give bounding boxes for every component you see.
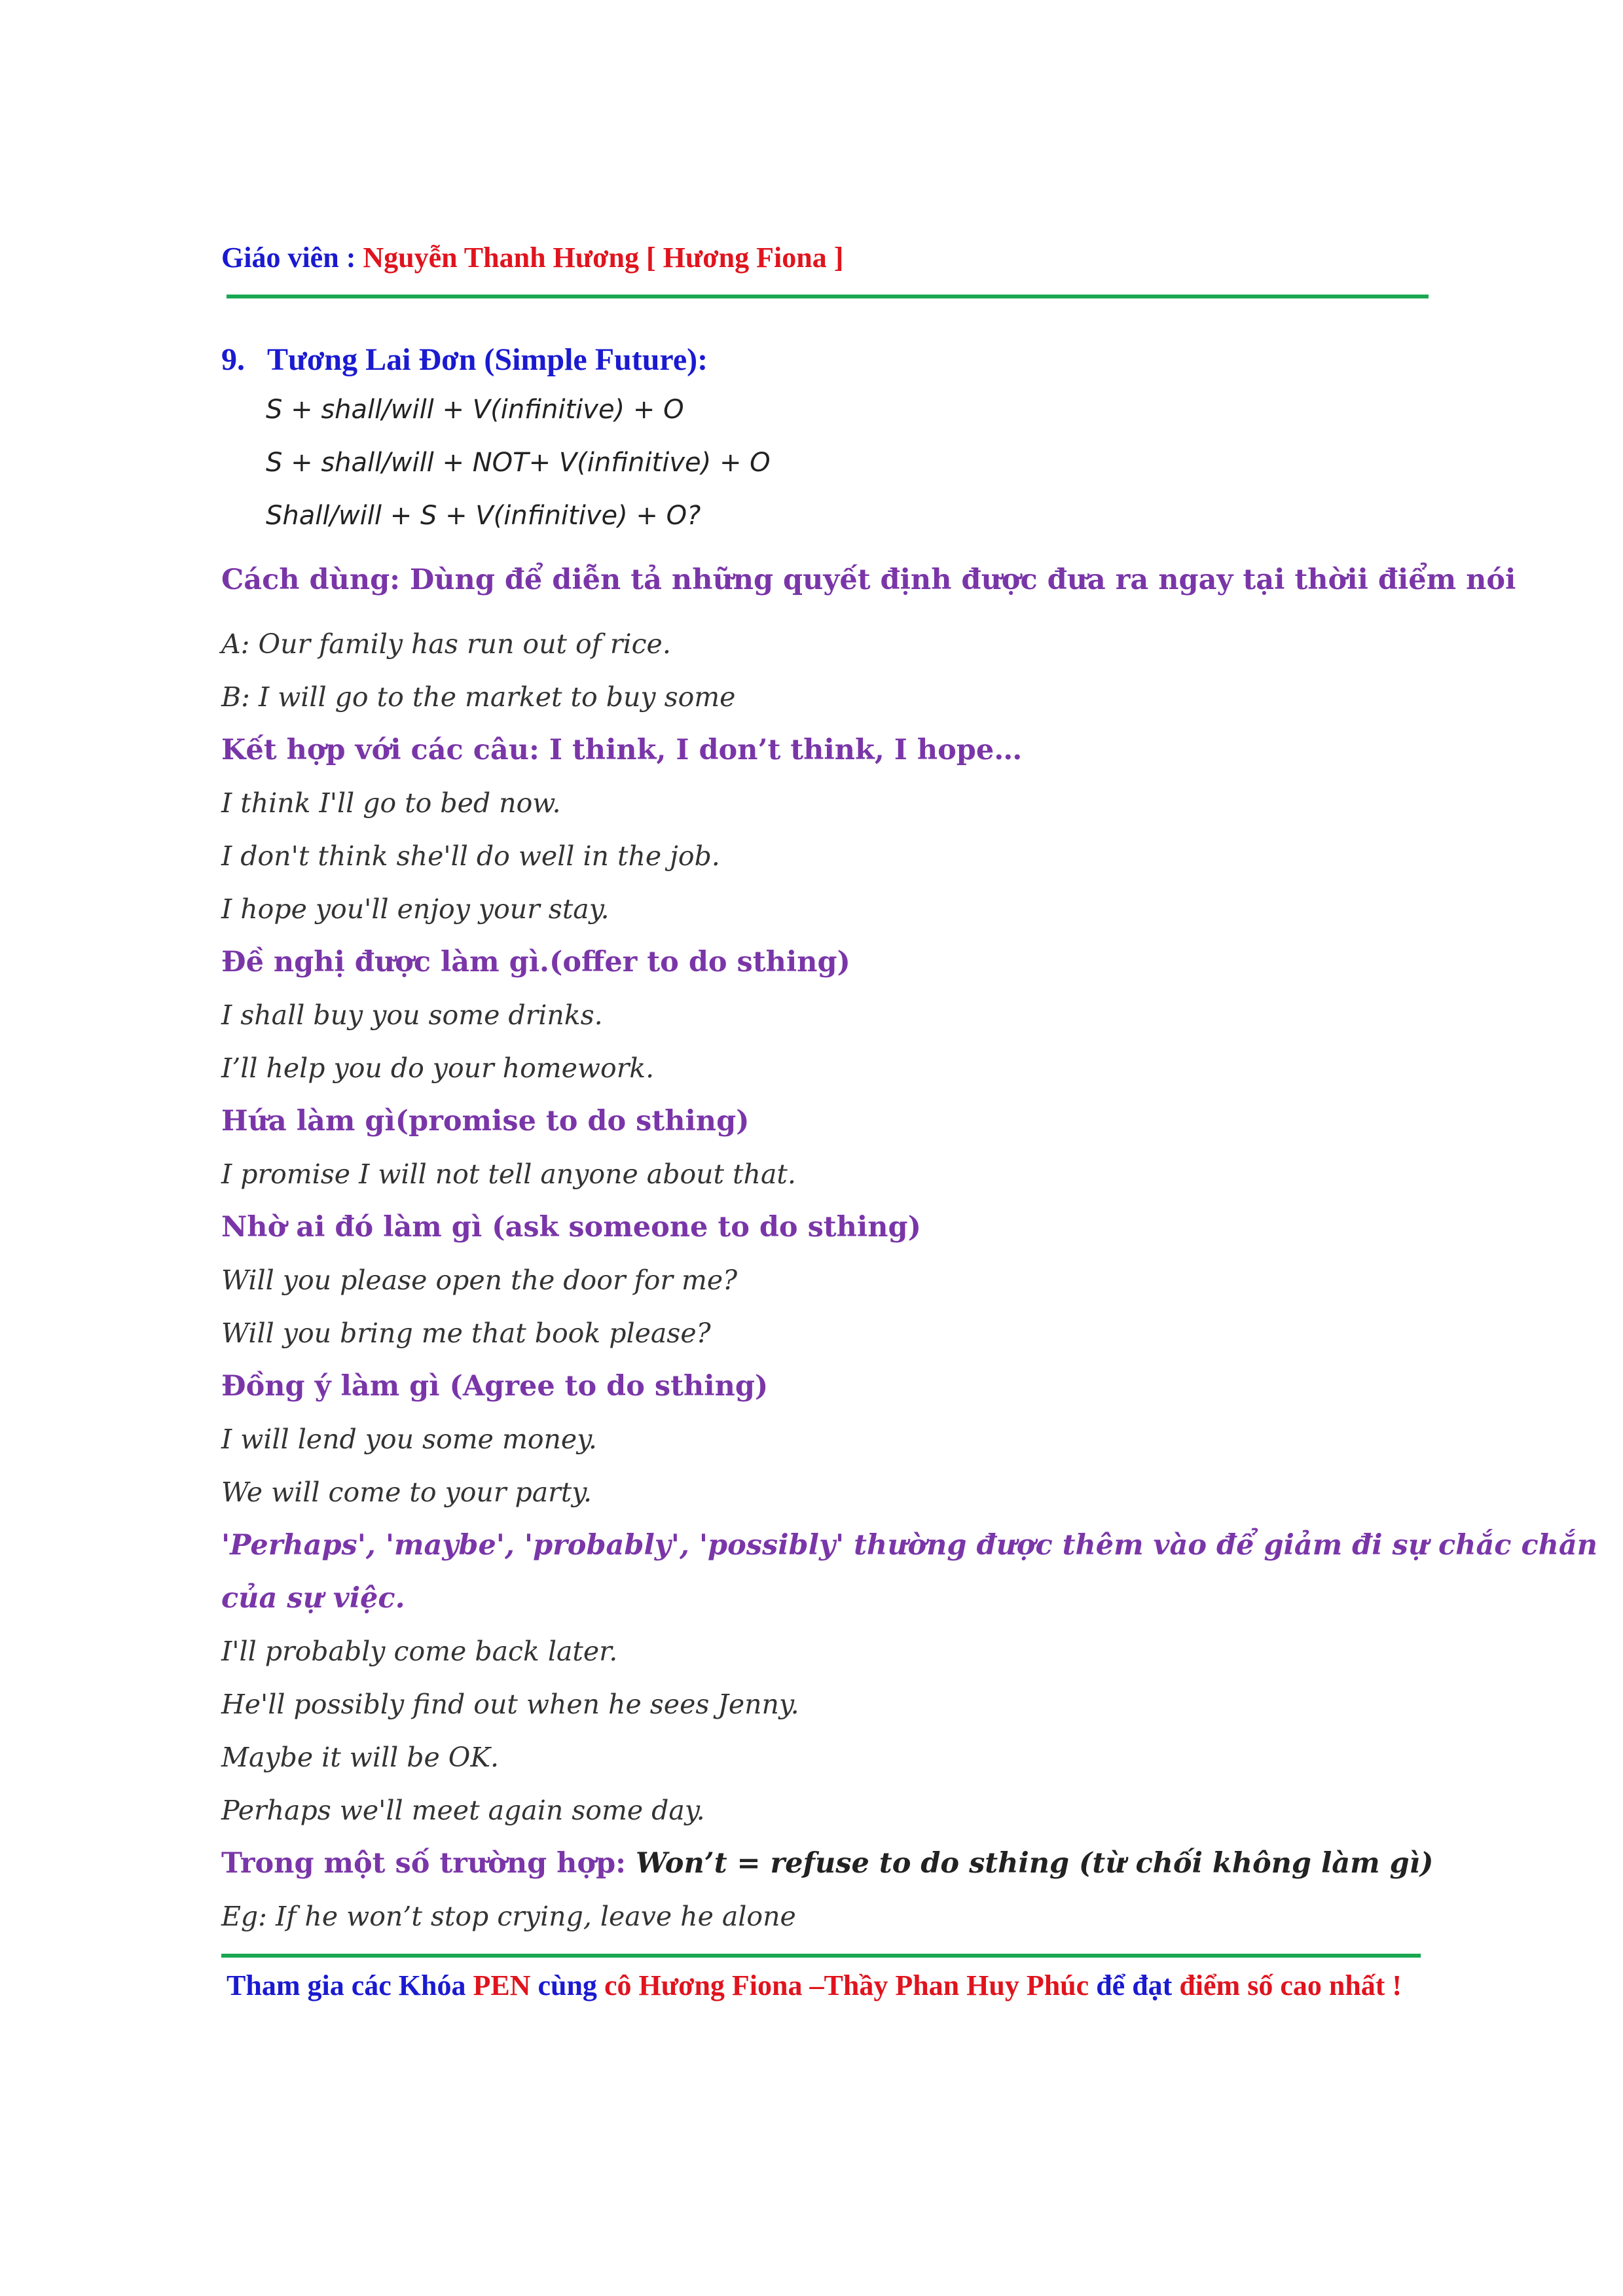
- example-line: I’ll help you do your homework.: [221, 1052, 655, 1084]
- usage-heading: Cách dùng: Dùng để diễn tả những quyết định được đưa ra ngay tại thời​i điểm nói: [221, 564, 1516, 596]
- section-title-text: Tương Lai Đơn (Simple Future):: [267, 342, 708, 377]
- promise-heading: Hứa làm gì(promise to do sthing): [221, 1105, 750, 1138]
- refuse-heading: [221, 1845, 1433, 1882]
- footer-highlight: điểm số: [1179, 1969, 1273, 2001]
- example-line: Perhaps we'll meet again some day.: [221, 1795, 705, 1826]
- formula-negative: S + shall/will + NOT+ V(infinitive) + O: [266, 448, 771, 478]
- combine-heading: Kết hợp với các câu: I think, I don’t think, I hope…: [221, 734, 1023, 766]
- refuse-heading-label: Trong một số trường hợp:: [221, 1847, 636, 1880]
- example-line: I promise I will not tell anyone about that.: [221, 1158, 796, 1190]
- footer-text: cùng: [530, 1969, 604, 2001]
- footer-divider: [221, 1954, 1421, 1958]
- example-line: Maybe it will be OK.: [221, 1742, 500, 1773]
- example-line: I shall buy you some drinks.: [221, 999, 603, 1031]
- example-line: Eg: If he won’t stop crying, leave he alone: [221, 1901, 796, 1932]
- example-line: I will lend you some money.: [221, 1424, 597, 1455]
- refuse-heading-detail: Won’t = refuse to do sthing (từ chối không làm gì): [636, 1847, 1434, 1880]
- section-number: 9.: [221, 342, 245, 377]
- footer-highlight: PEN: [473, 1969, 531, 2001]
- perhaps-heading-cont: của sự việc.: [221, 1582, 405, 1615]
- section-title: [221, 339, 708, 381]
- example-line: He'll possibly find out when he sees Jenny.: [221, 1689, 799, 1720]
- footer-highlight: cao nhất !: [1273, 1969, 1402, 2001]
- footer-promo: [227, 1967, 1402, 2004]
- footer-text: để đạt: [1089, 1969, 1180, 2001]
- example-line: I don't think she'll do well in the job.: [221, 840, 720, 872]
- example-line: A: Our family has run out of rice.: [221, 628, 671, 660]
- agree-heading: Đồng ý làm gì (Agree to do sthing): [221, 1370, 769, 1403]
- teacher-name: Nguyễn Thanh Hương [ Hương Fiona ]: [363, 242, 844, 274]
- footer-highlight: cô Hương Fiona –Thầy Phan Huy Phúc: [604, 1969, 1089, 2001]
- ask-heading: Nhờ ai đó làm gì (ask someone to do sthing): [221, 1211, 921, 1244]
- example-line: I think I'll go to bed now.: [221, 787, 561, 819]
- teacher-separator: :: [338, 242, 363, 274]
- footer-text: Tham gia các Khóa: [227, 1969, 473, 2001]
- formula-affirmative: S + shall/will + V(infinitive) + O: [266, 395, 684, 425]
- formula-question: Shall/will + S + V(infinitive) + O?: [266, 501, 701, 531]
- example-line: Will you bring me that book please?: [221, 1318, 711, 1349]
- offer-heading: Đề nghị được làm gì.(offer to do sthing): [221, 946, 850, 978]
- example-line: We will come to your party.: [221, 1477, 592, 1508]
- example-line: I hope you'll enjoy your stay.: [221, 893, 610, 925]
- teacher-label: Giáo viên: [221, 242, 339, 274]
- header-divider: [227, 295, 1429, 298]
- example-line: B: I will go to the market to buy some: [221, 681, 736, 713]
- perhaps-heading: 'Perhaps', 'maybe', 'probably', 'possibly' thường được thêm vào để giảm đi sự chắc chắn: [221, 1529, 1598, 1562]
- example-line: Will you please open the door for me?: [221, 1265, 738, 1296]
- example-line: I'll probably come back later.: [221, 1636, 618, 1667]
- teacher-header: [221, 240, 843, 276]
